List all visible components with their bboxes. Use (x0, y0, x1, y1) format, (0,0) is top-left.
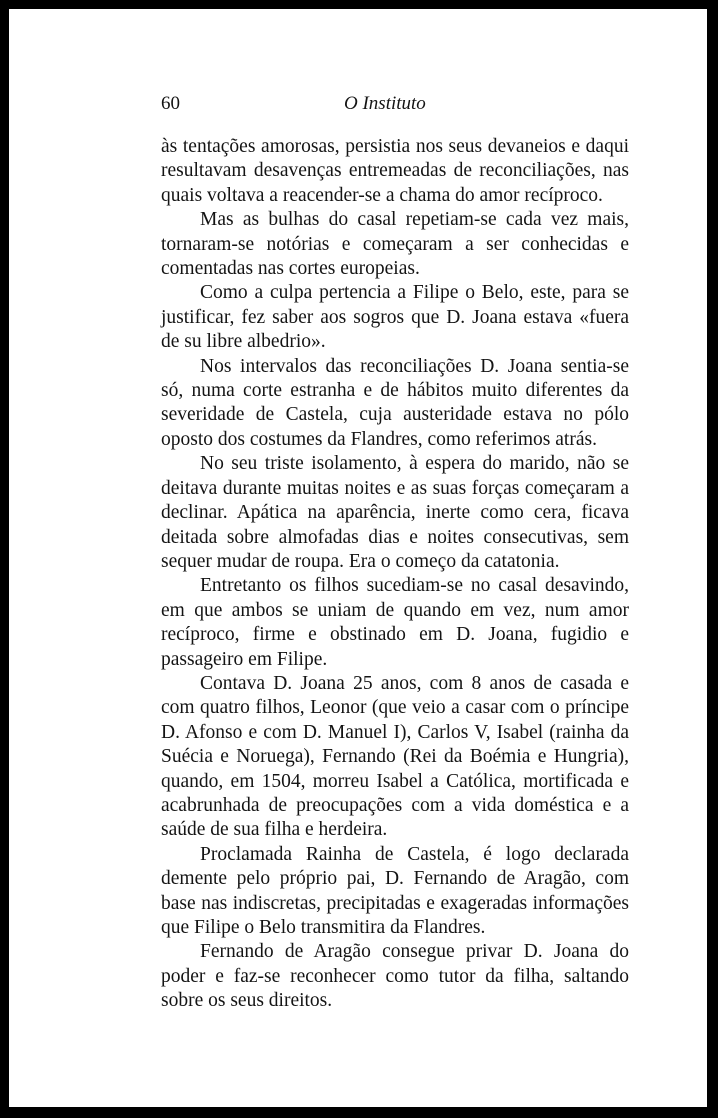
paragraph: Nos intervalos das reconciliações D. Joana sentia-se só, numa corte estranha e de hábitos muito diferentes da severidade de Castela, cuja austeridade estava no pólo oposto dos costumes da Flandres, como referimos atrás. (161, 355, 629, 450)
running-title: O Instituto (344, 93, 426, 114)
paragraph: Contava D. Joana 25 anos, com 8 anos de casada e com quatro filhos, Leonor (que veio a casar com o príncipe D. Afonso e com D. Manuel I), Carlos V, Isabel (rainha da Suécia e Noruega), Fernando (Rei da Boémia e Hungria), quando, em 1504, morreu Isabel a Católica, mortificada e acabrunhada de preocupações com a vida doméstica e a saúde de sua filha e herdeira. (161, 672, 629, 841)
page-number: 60 (161, 93, 180, 114)
paragraph: Como a culpa pertencia a Filipe o Belo, este, para se justificar, fez saber aos sogros que D. Joana estava «fuera de su libre albedrio». (161, 282, 629, 353)
paragraph: Proclamada Rainha de Castela, é logo declarada demente pelo próprio pai, D. Fernando de Aragão, com base nas indiscretas, precipitadas e exageradas informações que Filipe o Belo transmitira da Flandres. (161, 843, 629, 938)
paragraph: Fernando de Aragão consegue privar D. Joana do poder e faz-se reconhecer como tutor da filha, saltando sobre os seus direitos. (161, 941, 629, 1012)
page-header (9, 93, 707, 123)
paragraph: Mas as bulhas do casal repetiam-se cada vez mais, tornaram-se notórias e começaram a ser conhecidas e comentadas nas cortes europeias. (161, 209, 629, 280)
book-page (9, 9, 707, 1107)
body-text (161, 135, 629, 1014)
paragraph: No seu triste isolamento, à espera do marido, não se deitava durante muitas noites e as suas forças começaram a declinar. Apática na aparência, inerte como cera, ficava deitada sobre almofadas dias e noites consecutivas, sem sequer mudar de roupa. Era o começo da catatonia. (161, 453, 629, 572)
paragraph: Entretanto os filhos sucediam-se no casal desavindo, em que ambos se uniam de quando em vez, num amor recíproco, firme e obstinado em D. Joana, fugidio e passageiro em Filipe. (161, 575, 629, 670)
paragraph: às tentações amorosas, persistia nos seus devaneios e daqui resultavam desavenças entremeadas de reconciliações, nas quais voltava a reacender-se a chama do amor recíproco. (161, 136, 629, 206)
